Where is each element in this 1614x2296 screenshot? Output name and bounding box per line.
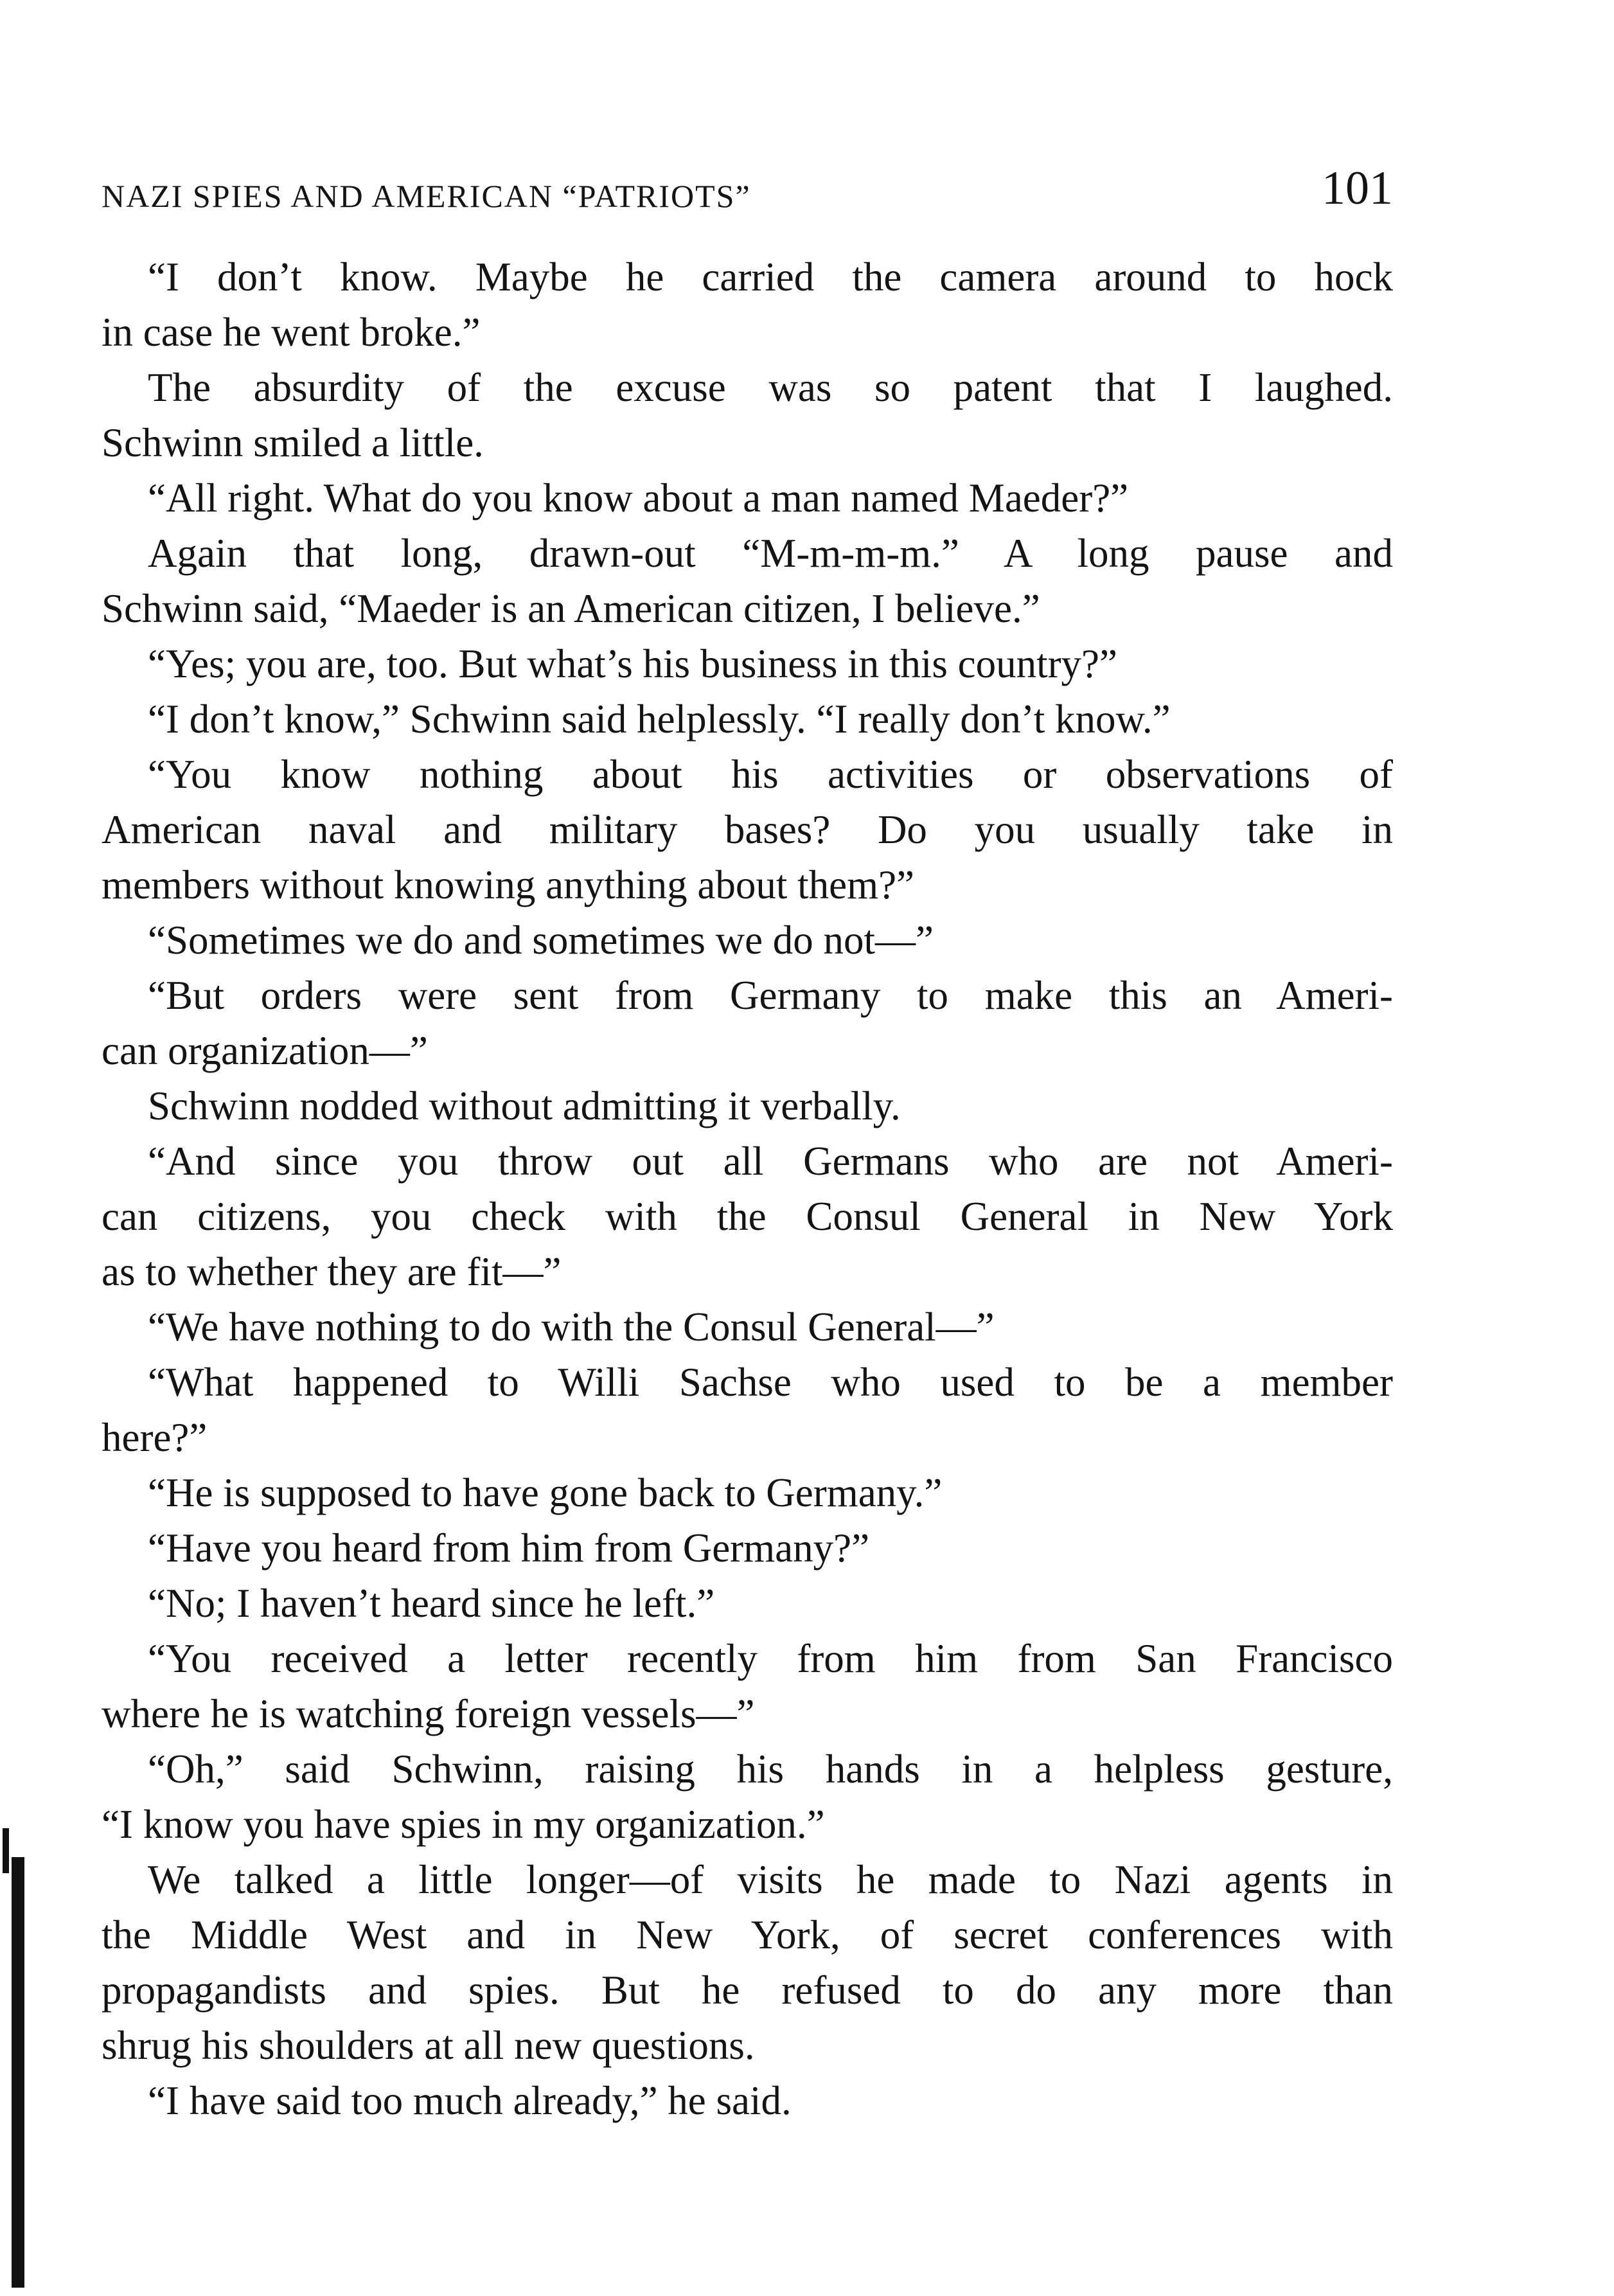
text-line: “He is supposed to have gone back to Germany.”	[148, 1470, 943, 1515]
text-line: Schwinn said, “Maeder is an American citizen, I believe.”	[102, 586, 1040, 631]
text-line: as to whether they are fit—”	[102, 1249, 562, 1294]
text-line: The absurdity of the excuse was so patent that I laughed.	[148, 365, 1393, 410]
text-line: can organization—”	[102, 1028, 428, 1073]
text-line: “I have said too much already,” he said.	[148, 2078, 792, 2123]
text-line: can citizens, you check with the Consul General in New York	[102, 1194, 1393, 1239]
text-line: in case he went broke.”	[102, 310, 481, 355]
text-line: members without knowing anything about them?”	[102, 862, 915, 907]
text-line: “I don’t know. Maybe he carried the camera around to hock	[148, 254, 1393, 299]
text-line: We talked a little longer—of visits he made to Nazi agents in	[148, 1857, 1393, 1902]
text-line: where he is watching foreign vessels—”	[102, 1691, 755, 1736]
text-line: propagandists and spies. But he refused to do any more than	[102, 1968, 1393, 2013]
text-line: here?”	[102, 1415, 208, 1460]
page-number: 101	[1322, 162, 1393, 215]
text-line: “All right. What do you know about a man named Maeder?”	[148, 476, 1129, 521]
text-line: the Middle West and in New York, of secret conferences with	[102, 1912, 1393, 1957]
text-line: Again that long, drawn-out “M-m-m-m.” A long pause and	[148, 531, 1393, 576]
text-line: “What happened to Willi Sachse who used to be a member	[148, 1360, 1393, 1405]
text-line: “Oh,” said Schwinn, raising his hands in a helpless gesture,	[148, 1747, 1393, 1792]
text-line: “You received a letter recently from him from San Francisco	[148, 1636, 1393, 1681]
running-head	[102, 154, 1393, 215]
text-line: “Sometimes we do and sometimes we do not—”	[148, 918, 934, 963]
text-line: “Yes; you are, too. But what’s his business in this country?”	[148, 641, 1117, 686]
text-line: American naval and military bases? Do you usually take in	[102, 807, 1393, 852]
text-line: “And since you throw out all Germans who are not Ameri-	[148, 1139, 1393, 1184]
scan-margin-mark	[3, 1828, 9, 1873]
text-line: “I don’t know,” Schwinn said helplessly. “I really don’t know.”	[148, 697, 1171, 742]
text-line: Schwinn nodded without admitting it verbally.	[148, 1083, 901, 1128]
text-line: “You know nothing about his activities or observations of	[148, 752, 1393, 797]
text-line: Schwinn smiled a little.	[102, 420, 484, 465]
body-text	[102, 249, 1393, 2128]
text-line: “We have nothing to do with the Consul General—”	[148, 1304, 995, 1349]
text-line: “Have you heard from him from Germany?”	[148, 1526, 870, 1571]
text-line: “But orders were sent from Germany to make this an Ameri-	[148, 973, 1393, 1018]
running-title: NAZI SPIES AND AMERICAN “PATRIOTS”	[102, 178, 751, 214]
text-line: shrug his shoulders at all new questions.	[102, 2023, 755, 2068]
text-line: “I know you have spies in my organization.”	[102, 1802, 825, 1847]
text-line: “No; I haven’t heard since he left.”	[148, 1581, 715, 1626]
scan-margin-bar	[12, 1857, 24, 2288]
